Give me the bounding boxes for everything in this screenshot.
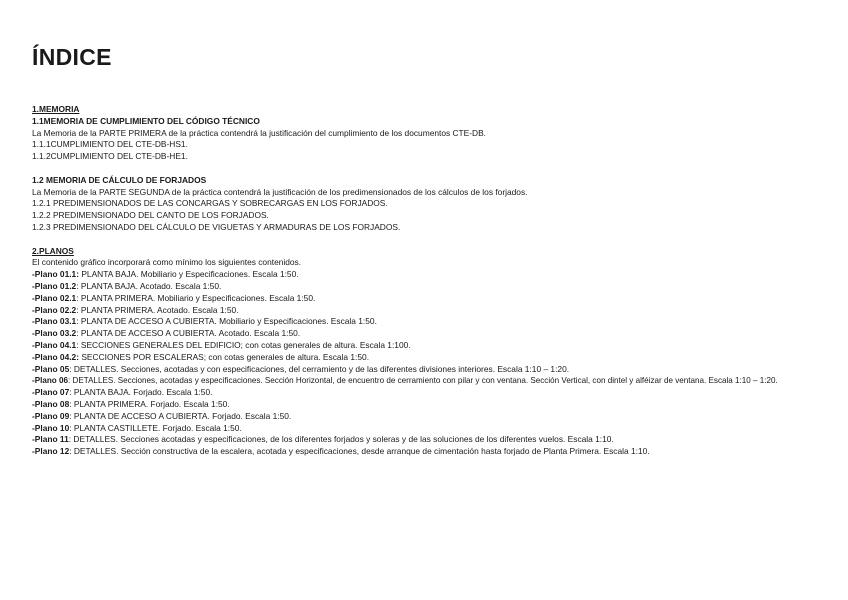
- plano-label: -Plano 03.1: [32, 316, 77, 327]
- plano-label: -Plano 02.1: [32, 292, 77, 303]
- plano-item: [32, 305, 844, 317]
- plano-text: : SECCIONES GENERALES DEL EDIFICIO; con cotas generales de altura. Escala 1:100.: [76, 339, 411, 350]
- section-1-2-line: 1.2.2 PREDIMENSIONADO DEL CANTO DE LOS FORJADOS.: [32, 210, 269, 221]
- plano-label: -Plano 11: [32, 434, 69, 445]
- plano-label: -Plano 08: [32, 398, 70, 409]
- plano-text: : PLANTA PRIMERA. Mobiliario y Especificaciones. Escala 1:50.: [76, 292, 316, 303]
- plano-text: : DETALLES. Secciones acotadas y especificaciones, de los diferentes forjados y soleras y de las soluciones de los diferentes vuelos. Escala 1:10.: [68, 434, 614, 445]
- plano-text: : PLANTA PRIMERA. Acotado. Escala 1:50.: [76, 304, 239, 315]
- plano-item: [32, 375, 844, 387]
- plano-text: SECCIONES POR ESCALERAS; con cotas generales de altura. Escala 1:50.: [79, 351, 370, 362]
- section-1-1-line: 1.1.2CUMPLIMIENTO DEL CTE-DB-HE1.: [32, 151, 188, 162]
- section-1-2-line: 1.2.3 PREDIMENSIONADO DEL CÁLCULO DE VIGUETAS Y ARMADURAS DE LOS FORJADOS.: [32, 221, 401, 232]
- plano-label: -Plano 09: [32, 410, 70, 421]
- plano-text: : PLANTA DE ACCESO A CUBIERTA. Mobiliario y Especificaciones. Escala 1:50.: [76, 316, 377, 327]
- plano-label: -Plano 12: [32, 446, 70, 457]
- section-1-2-line: La Memoria de la PARTE SEGUNDA de la práctica contendrá la justificación de los predimensionados de los cálculos de los forjados.: [32, 186, 528, 197]
- plano-item: [32, 340, 844, 352]
- plano-text: : PLANTA CASTILLETE. Forjado. Escala 1:50.: [69, 422, 242, 433]
- section-1-1-line: 1.1.1CUMPLIMIENTO DEL CTE-DB-HS1.: [32, 139, 188, 150]
- plano-text: : DETALLES. Secciones, acotadas y especificaciones. Sección Horizontal, de encuentro de cerramiento con pilar y con ventana. Sección Vertical, con dintel y alféizar de ventana. Escala 1:10 – 1:20.: [67, 376, 778, 386]
- document-content: [32, 104, 844, 458]
- plano-item: [32, 364, 844, 376]
- plano-text: : PLANTA BAJA. Acotado. Escala 1:50.: [76, 280, 222, 291]
- plano-text: : PLANTA PRIMERA. Forjado. Escala 1:50.: [69, 398, 230, 409]
- plano-label: -Plano 07: [32, 387, 70, 398]
- plano-text: : DETALLES. Secciones, acotadas y con especificaciones, del cerramiento y de las diferentes divisiones interiores. Escala 1:10 – 1:20.: [69, 363, 570, 374]
- section-1-1-heading: 1.1MEMORIA DE CUMPLIMIENTO DEL CÓDIGO TÉCNICO: [32, 115, 260, 126]
- plano-label: -Plano 03.2: [32, 328, 77, 339]
- section-1-2-line: 1.2.1 PREDIMENSIONADOS DE LAS CONCARGAS Y SOBRECARGAS EN LOS FORJADOS.: [32, 198, 388, 209]
- plano-label: -Plano 01.2: [32, 280, 77, 291]
- plano-item: [32, 446, 844, 458]
- plano-label: -Plano 06: [32, 376, 68, 386]
- plano-item: [32, 399, 844, 411]
- section-1-2-heading: 1.2 MEMORIA DE CÁLCULO DE FORJADOS: [32, 174, 207, 185]
- plano-item: [32, 387, 844, 399]
- plano-item: [32, 328, 844, 340]
- plano-item: [32, 411, 844, 423]
- plano-text: : DETALLES. Sección constructiva de la escalera, acotada y especificaciones, desde arranque de cimentación hasta forjado de Planta Primera. Escala 1:10.: [69, 446, 650, 457]
- plano-text: : PLANTA BAJA. Forjado. Escala 1:50.: [69, 387, 213, 398]
- plano-item: [32, 423, 844, 435]
- spacer: [32, 234, 844, 246]
- plano-item: [32, 352, 844, 364]
- plano-label: -Plano 04.1: [32, 339, 77, 350]
- plano-label: -Plano 04.2:: [32, 351, 80, 362]
- plano-text: PLANTA BAJA. Mobiliario y Especificaciones. Escala 1:50.: [79, 269, 299, 280]
- plano-label: -Plano 05: [32, 363, 70, 374]
- page-title: ÍNDICE: [32, 44, 112, 70]
- memoria-heading: 1.MEMORIA: [32, 104, 80, 114]
- plano-item: [32, 281, 844, 293]
- plano-text: : PLANTA DE ACCESO A CUBIERTA. Forjado. Escala 1:50.: [69, 410, 292, 421]
- plano-item: [32, 434, 844, 446]
- plano-label: -Plano 02.2: [32, 304, 77, 315]
- planos-heading: 2.PLANOS: [32, 245, 74, 256]
- plano-item: [32, 269, 844, 281]
- spacer: [32, 163, 844, 175]
- plano-label: -Plano 10: [32, 422, 70, 433]
- plano-text: : PLANTA DE ACCESO A CUBIERTA. Acotado. Escala 1:50.: [76, 328, 301, 339]
- planos-intro: El contenido gráfico incorporará como mínimo los siguientes contenidos.: [32, 257, 302, 268]
- plano-item: [32, 316, 844, 328]
- plano-item: [32, 293, 844, 305]
- plano-label: -Plano 01.1:: [32, 269, 80, 280]
- section-1-1-line: La Memoria de la PARTE PRIMERA de la práctica contendrá la justificación del cumplimiento de los documentos CTE-DB.: [32, 127, 487, 138]
